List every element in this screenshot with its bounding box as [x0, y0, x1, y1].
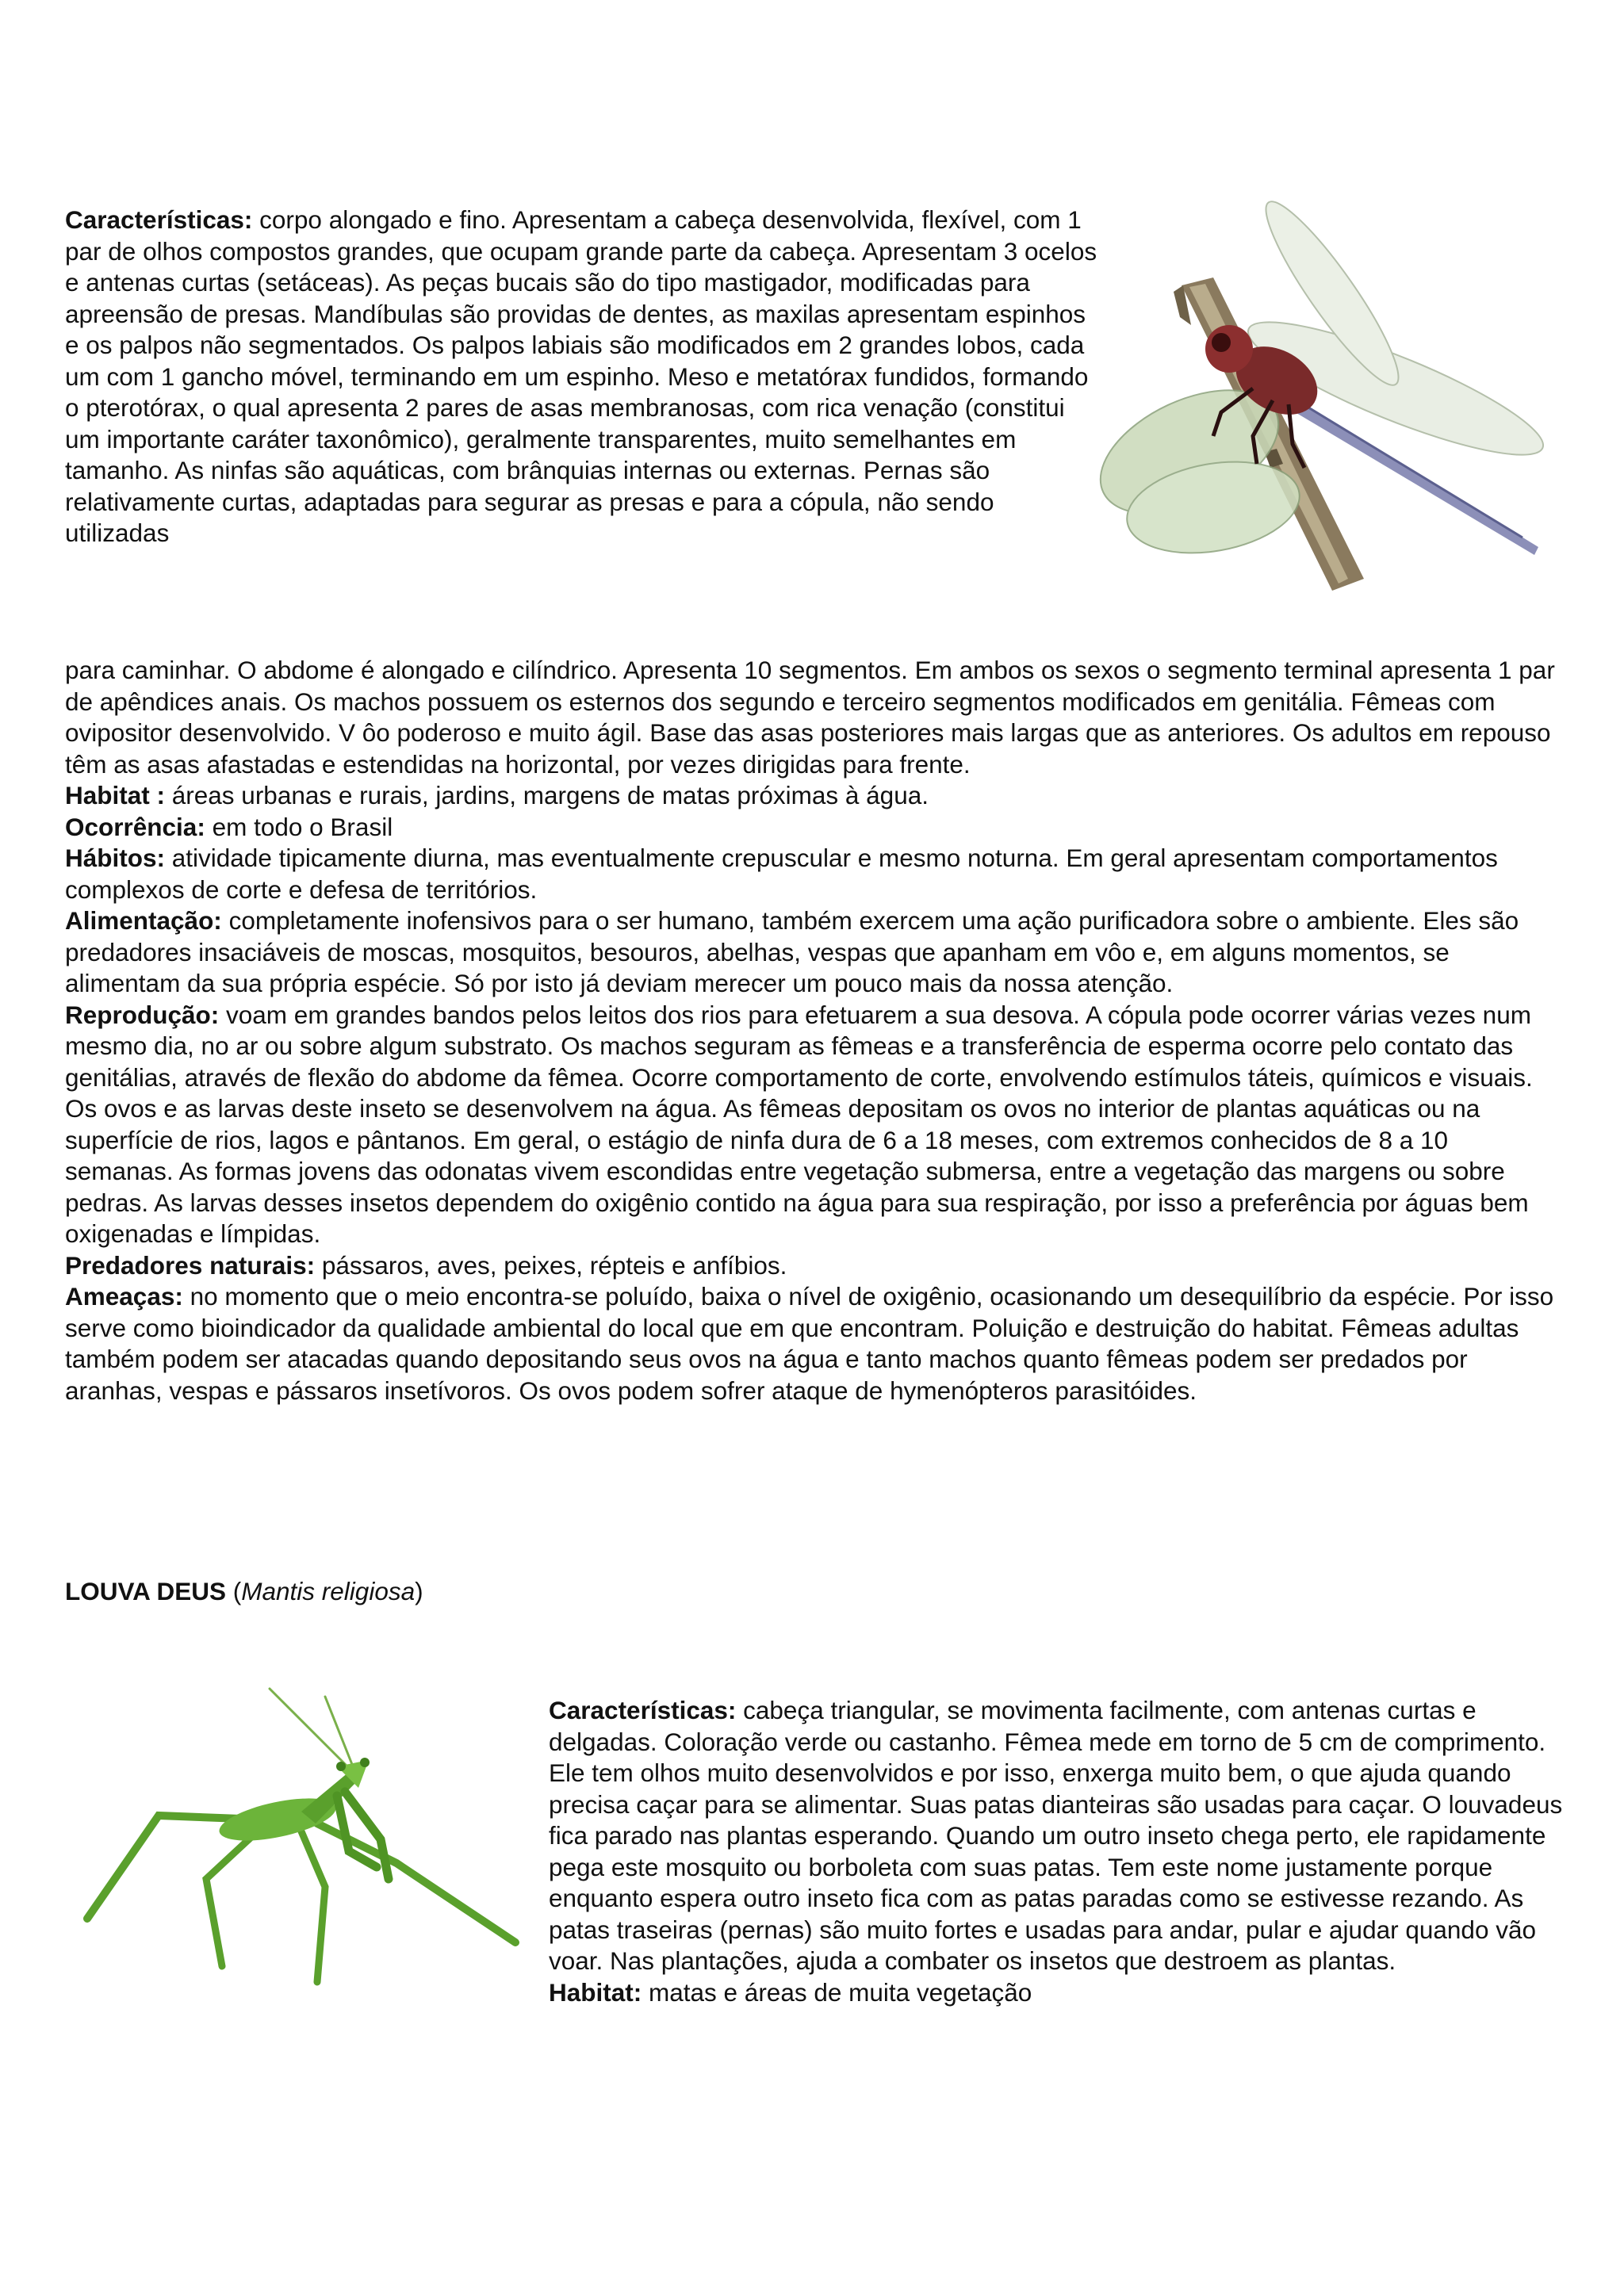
- predators-text: pássaros, aves, peixes, répteis e anfíbios.: [315, 1250, 787, 1280]
- characteristics-text: corpo alongado e fino. Apresentam a cabeça desenvolvida, flexível, com 1 par de olhos compostos grandes, que ocupam grande parte da cabeça. Apresentam 3 ocelos e antenas curtas (setáceas). As peças bucais são do tipo mastigador, modificadas para apreensão de presas. Mandíbulas são providas de dentes, as maxilas apresentam espinhos e os palpos não segmentados. Os palpos labiais são modificados em 2 grandes lobos, cada um com 1 gancho móvel, terminando em um espinho. Meso e metatórax fundidos, formando o pterotórax, o qual apresenta 2 pares de asas membranosas, com rica venação (constitui um importante caráter taxonômico), geralmente transparentes, muito semelhantes em tamanho. As ninfas são aquáticas, com brânquias internas ou externas. Pernas são relativamente curtas, adaptadas para segurar as presas e para a cópula, não sendo utilizadas: [65, 205, 1097, 547]
- habitat-text: áreas urbanas e rurais, jardins, margens de matas próximas à água.: [165, 781, 929, 809]
- mantis-characteristics-text: cabeça triangular, se movimenta facilmente, com antenas curtas e delgadas. Coloração verde ou castanho. Fêmea mede em torno de 5 cm de comprimento. Ele tem olhos muito desenvolvidos e por isso, enxerga muito bem, o que ajuda quando precisa caçar para se alimentar. Suas patas dianteiras são usadas para caçar. O louvadeus fica parado nas plantas esperando. Quando um outro inseto chega perto, ele rapidamente pega este mosquito ou borboleta com suas patas. Tem este nome justamente porque enquanto espera outro inseto fica com as patas paradas como se estivesse rezando. As patas traseiras (pernas) são muito fortes e usadas para andar, pular e ajudar quando vão voar. Nas plantações, ajuda a combater os insetos que destroem as plantas.: [549, 1696, 1563, 1975]
- mantis-habitat-paragraph: [549, 1977, 1564, 2009]
- occurrence-paragraph: [65, 812, 1556, 844]
- characteristics-label: Características:: [65, 205, 253, 234]
- feeding-paragraph: [65, 905, 1556, 1000]
- predators-label: Predadores naturais:: [65, 1250, 316, 1280]
- predators-paragraph: [65, 1250, 1556, 1282]
- mantis-title-close: ): [415, 1577, 423, 1605]
- mantis-characteristics-paragraph: [549, 1695, 1564, 1977]
- mantis-title-open: (: [226, 1577, 242, 1605]
- mantis-characteristics-label: Características:: [549, 1696, 737, 1724]
- reproduction-label: Reprodução:: [65, 1000, 220, 1029]
- mantis-title: LOUVA DEUS: [65, 1577, 227, 1605]
- continuation-paragraph: para caminhar. O abdome é alongado e cilíndrico. Apresenta 10 segmentos. Em ambos os sexos o segmento terminal apresenta 1 par de apêndices anais. Os machos possuem os esternos dos segundo e terceiro segmentos modificados em genitália. Fêmeas com ovipositor desenvolvido. V ôo poderoso e muito ágil. Base das asas posteriores mais largas que as anteriores. Os adultos em repouso têm as asas afastadas e estendidas na horizontal, por vezes dirigidas para frente.: [65, 656, 1555, 779]
- mantis-section-title: [65, 1576, 779, 1608]
- habitat-paragraph: [65, 780, 1556, 812]
- feeding-text: completamente inofensivos para o ser humano, também exercem uma ação purificadora sobre o ambiente. Eles são predadores insaciáveis de moscas, mosquitos, besouros, abelhas, vespas que apanham em vôo e, em alguns momentos, se alimentam da sua própria espécie. Só por isto já deviam merecer um pouco mais da nossa atenção.: [65, 906, 1519, 997]
- feeding-label: Alimentação:: [65, 906, 222, 935]
- habitat-label: Habitat :: [65, 781, 165, 809]
- head-icon: [1205, 325, 1253, 373]
- occurrence-label: Ocorrência:: [65, 812, 205, 841]
- dragonfly-characteristics-paragraph: [65, 205, 1104, 549]
- mantis-habitat-text: matas e áreas de muita vegetação: [642, 1977, 1032, 2007]
- reproduction-text: voam em grandes bandos pelos leitos dos rios para efetuarem a sua desova. A cópula pode ocorrer várias vezes num mesmo dia, no ar ou sobre algum substrato. Os machos seguram as fêmeas e a transferência de esperma ocorre pelo contato das genitálias, através de flexão do abdome da fêmea. Ocorre comportamento de corte, envolvendo estímulos táteis, químicos e visuais. Os ovos e as larvas deste inseto se desenvolvem na água. As fêmeas depositam os ovos no interior de plantas aquáticas ou na superfície de rios, lagos e pântanos. Em geral, o estágio de ninfa dura de 6 a 18 meses, com extremos conhecidos de 8 a 10 semanas. As formas jovens das odonatas vivem escondidas entre vegetação submersa, entre a vegetação das margens ou sobre pedras. As larvas desses insetos dependem do oxigênio contido na água para sua respiração, por isso a preferência por águas bem oxigenadas e límpidas.: [65, 1000, 1533, 1248]
- dragonfly-details: [65, 655, 1556, 1406]
- mantis-title-line: [65, 1576, 779, 1608]
- threats-text: no momento que o meio encontra-se poluído, baixa o nível de oxigênio, ocasionando um desequilíbrio da espécie. Por isso serve como bioindicador da qualidade ambiental do local que em que encontram. Poluição e destruição do habitat. Fêmeas adultas também podem ser atacadas quando depositando seus ovos na água e tanto machos quanto fêmeas podem ser predados por aranhas, vespas e pássaros insetívoros. Os ovos podem sofrer ataque de hymenópteros parasitóides.: [65, 1282, 1554, 1405]
- threats-paragraph: [65, 1281, 1556, 1406]
- habits-label: Hábitos:: [65, 844, 165, 872]
- dragonfly-characteristics: [65, 205, 1104, 549]
- mantis-characteristics: [549, 1695, 1564, 2008]
- habits-paragraph: [65, 843, 1556, 905]
- habits-text: atividade tipicamente diurna, mas eventualmente crepuscular e mesmo noturna. Em geral apresentam comportamentos complexos de corte e defesa de territórios.: [65, 844, 1498, 904]
- reproduction-paragraph: [65, 1000, 1556, 1250]
- mantis-image: [63, 1681, 531, 1998]
- mantis-scientific-name: Mantis religiosa: [241, 1577, 416, 1605]
- dragonfly-image: [1094, 198, 1570, 595]
- mantis-habitat-label: Habitat:: [549, 1977, 642, 2007]
- occurrence-text: em todo o Brasil: [205, 812, 393, 841]
- threats-label: Ameaças:: [65, 1282, 183, 1311]
